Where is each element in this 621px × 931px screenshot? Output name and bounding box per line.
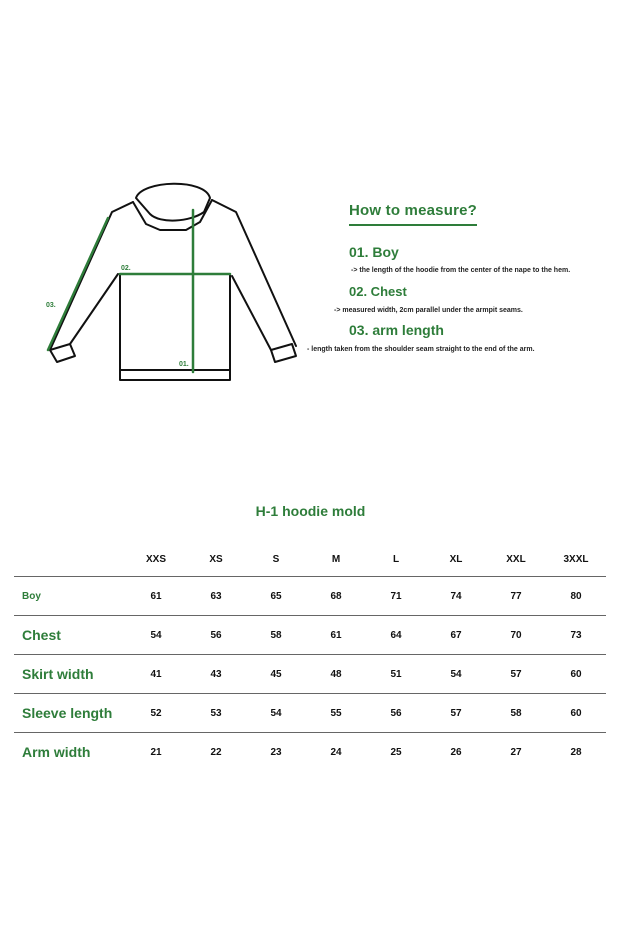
measurement-lines xyxy=(48,210,230,372)
table-cell: 28 xyxy=(570,746,582,758)
table-cell: 48 xyxy=(330,668,342,680)
row-label: Chest xyxy=(22,627,61,643)
sleeve-length-line xyxy=(48,218,108,350)
table-cell: 68 xyxy=(330,590,342,602)
table-cell: 22 xyxy=(210,746,222,758)
chest-label: 02. xyxy=(121,265,131,272)
size-table xyxy=(14,543,606,771)
table-row xyxy=(14,694,606,733)
table-row xyxy=(14,733,606,772)
table-cell: 56 xyxy=(390,707,402,719)
size-header: XXL xyxy=(506,554,526,565)
hoodie-outline xyxy=(50,184,296,380)
table-cell: 25 xyxy=(390,746,402,758)
size-header: L xyxy=(392,554,400,565)
row-label: Arm width xyxy=(22,744,91,760)
table-cell: 41 xyxy=(150,668,162,680)
table-cell: 60 xyxy=(570,707,582,719)
header-empty xyxy=(14,543,126,577)
table-cell: 24 xyxy=(330,746,342,758)
step-3-title: 03. arm length xyxy=(349,322,444,338)
row-label: Sleeve length xyxy=(22,705,113,721)
step-1-title: 01. Boy xyxy=(349,244,399,260)
howto-title: How to measure? xyxy=(349,202,478,219)
table-cell: 70 xyxy=(510,629,522,641)
table-cell: 26 xyxy=(450,746,462,758)
table-cell: 21 xyxy=(150,746,162,758)
row-label: Skirt width xyxy=(22,666,94,682)
table-cell: 60 xyxy=(570,668,582,680)
table-cell: 71 xyxy=(390,590,402,602)
table-cell: 51 xyxy=(390,668,402,680)
table-cell: 57 xyxy=(510,668,522,680)
table-cell: 45 xyxy=(270,668,282,680)
size-header: M xyxy=(331,554,341,565)
table-cell: 63 xyxy=(210,590,222,602)
size-header: 3XXL xyxy=(563,554,589,565)
step-2-desc: -> measured width, 2cm parallel under the armpit seams. xyxy=(334,307,523,314)
size-header: XL xyxy=(449,554,463,565)
table-cell: 27 xyxy=(510,746,522,758)
table-title: H-1 hoodie mold xyxy=(255,503,366,519)
table-row xyxy=(14,655,606,694)
row-label: Boy xyxy=(22,590,41,602)
size-header: XXS xyxy=(145,554,166,565)
table-row xyxy=(14,577,606,616)
table-cell: 23 xyxy=(270,746,282,758)
table-cell: 65 xyxy=(270,590,282,602)
table-cell: 54 xyxy=(270,707,282,719)
table-cell: 67 xyxy=(450,629,462,641)
sleeve-label: 03. xyxy=(46,302,56,309)
table-cell: 74 xyxy=(450,590,462,602)
size-header: XS xyxy=(209,554,223,565)
table-cell: 61 xyxy=(330,629,342,641)
table-cell: 61 xyxy=(150,590,162,602)
table-cell: 43 xyxy=(210,668,222,680)
size-header: S xyxy=(272,554,280,565)
table-cell: 58 xyxy=(270,629,282,641)
step-2-title: 02. Chest xyxy=(349,284,407,299)
table-cell: 52 xyxy=(150,707,162,719)
step-3-desc: - length taken from the shoulder seam straight to the end of the arm. xyxy=(307,346,535,353)
table-cell: 54 xyxy=(150,629,162,641)
table-cell: 53 xyxy=(210,707,222,719)
table-cell: 55 xyxy=(330,707,342,719)
table-cell: 56 xyxy=(210,629,222,641)
table-cell: 54 xyxy=(450,668,462,680)
table-cell: 57 xyxy=(450,707,462,719)
table-cell: 58 xyxy=(510,707,522,719)
step-1-desc: -> the length of the hoodie from the center of the nape to the hem. xyxy=(351,267,571,274)
table-cell: 77 xyxy=(510,590,522,602)
size-header-row xyxy=(14,543,606,577)
table-cell: 64 xyxy=(390,629,402,641)
table-row xyxy=(14,616,606,655)
table-cell: 80 xyxy=(570,590,582,602)
body-label: 01. xyxy=(179,361,189,368)
table-cell: 73 xyxy=(570,629,582,641)
howto-underline xyxy=(349,224,477,226)
